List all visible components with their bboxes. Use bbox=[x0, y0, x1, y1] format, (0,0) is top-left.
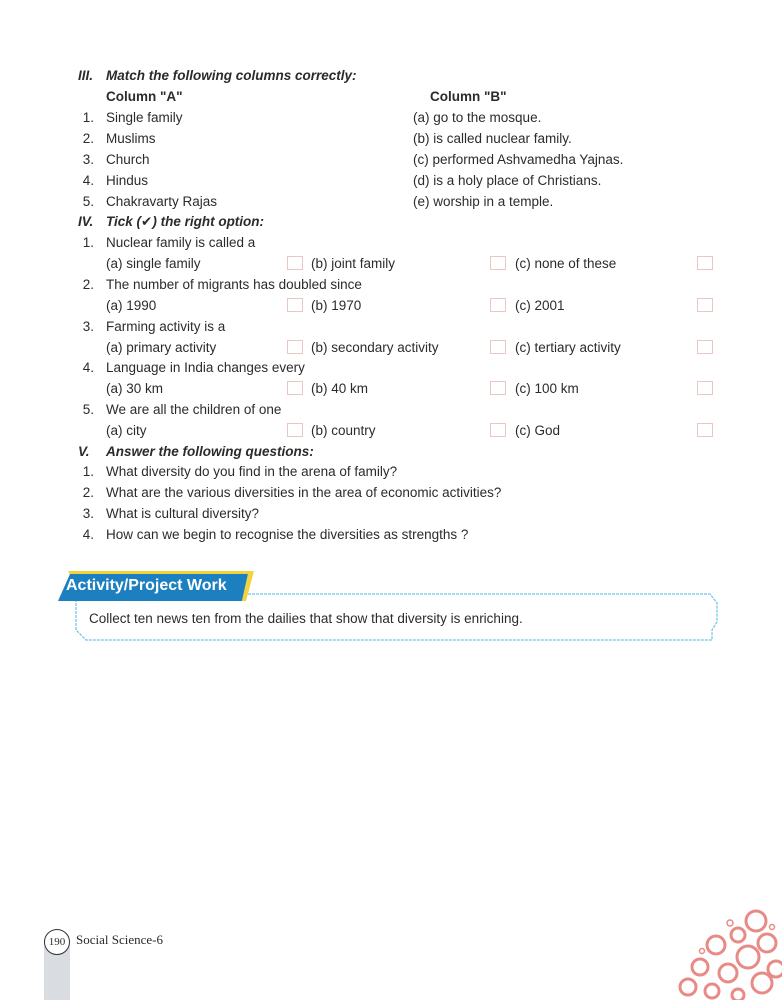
option-c: (c) tertiary activity bbox=[515, 340, 621, 355]
section3-roman: III. bbox=[78, 68, 94, 83]
column-a-item: Church bbox=[106, 152, 150, 167]
activity-title: Activity/Project Work bbox=[66, 577, 227, 594]
option-a: (a) city bbox=[106, 423, 147, 438]
option-c: (c) 100 km bbox=[515, 381, 579, 396]
question-text: What diversity do you find in the arena of family? bbox=[106, 464, 398, 479]
column-a-item: Single family bbox=[106, 110, 183, 125]
row-number: 4. bbox=[82, 173, 94, 188]
question-text: Language in India changes every bbox=[106, 360, 305, 375]
question-text: What is cultural diversity? bbox=[106, 506, 260, 521]
question-number: 4. bbox=[82, 360, 94, 375]
book-title: Social Science-6 bbox=[76, 932, 163, 947]
column-b-item: (b) is called nuclear family. bbox=[413, 131, 572, 146]
question-number: 5. bbox=[82, 402, 94, 417]
column-a-header: Column "A" bbox=[106, 89, 183, 104]
option-b: (b) country bbox=[311, 423, 376, 438]
row-number: 1. bbox=[82, 110, 94, 125]
question-number: 1. bbox=[82, 235, 94, 250]
row-number: 3. bbox=[82, 152, 94, 167]
column-a-item: Muslims bbox=[106, 131, 156, 146]
question-number: 4. bbox=[82, 527, 94, 542]
column-b-item: (d) is a holy place of Christians. bbox=[413, 173, 602, 188]
section5-heading: Answer the following questions: bbox=[106, 444, 314, 459]
option-a: (a) primary activity bbox=[106, 340, 217, 355]
question-text: Nuclear family is called a bbox=[106, 235, 256, 250]
question-text: Farming activity is a bbox=[106, 319, 226, 334]
question-number: 2. bbox=[82, 277, 94, 292]
section5-roman: V. bbox=[78, 444, 90, 459]
column-a-item: Hindus bbox=[106, 173, 149, 188]
option-b: (b) 1970 bbox=[311, 298, 362, 313]
option-a: (a) 1990 bbox=[106, 298, 157, 313]
question-text: What are the various diversities in the area of economic activities? bbox=[106, 485, 502, 500]
question-number: 3. bbox=[82, 319, 94, 334]
page-number: 190 bbox=[44, 929, 70, 955]
option-a: (a) 30 km bbox=[106, 381, 164, 396]
option-c: (c) none of these bbox=[515, 256, 617, 271]
section4-heading: Tick (✔) the right option: bbox=[106, 214, 265, 229]
activity-text: Collect ten news ten from the dailies that show that diversity is enriching. bbox=[89, 611, 523, 626]
option-b: (b) secondary activity bbox=[311, 340, 439, 355]
question-number: 2. bbox=[82, 485, 94, 500]
option-b: (b) 40 km bbox=[311, 381, 369, 396]
column-b-item: (a) go to the mosque. bbox=[413, 110, 542, 125]
row-number: 5. bbox=[82, 194, 94, 209]
column-b-header: Column "B" bbox=[430, 89, 507, 104]
section4-roman: IV. bbox=[78, 214, 94, 229]
question-text: We are all the children of one bbox=[106, 402, 282, 417]
row-number: 2. bbox=[82, 131, 94, 146]
question-text: The number of migrants has doubled since bbox=[106, 277, 362, 292]
question-number: 1. bbox=[82, 464, 94, 479]
column-b-item: (c) performed Ashvamedha Yajnas. bbox=[413, 152, 624, 167]
option-a: (a) single family bbox=[106, 256, 201, 271]
question-text: How can we begin to recognise the diversities as strengths ? bbox=[106, 527, 469, 542]
column-b-item: (e) worship in a temple. bbox=[413, 194, 554, 209]
decorative-circles-icon bbox=[672, 905, 782, 1000]
column-a-item: Chakravarty Rajas bbox=[106, 194, 218, 209]
option-c: (c) 2001 bbox=[515, 298, 565, 313]
section3-heading: Match the following columns correctly: bbox=[106, 68, 357, 83]
option-b: (b) joint family bbox=[311, 256, 396, 271]
question-number: 3. bbox=[82, 506, 94, 521]
option-c: (c) God bbox=[515, 423, 561, 438]
